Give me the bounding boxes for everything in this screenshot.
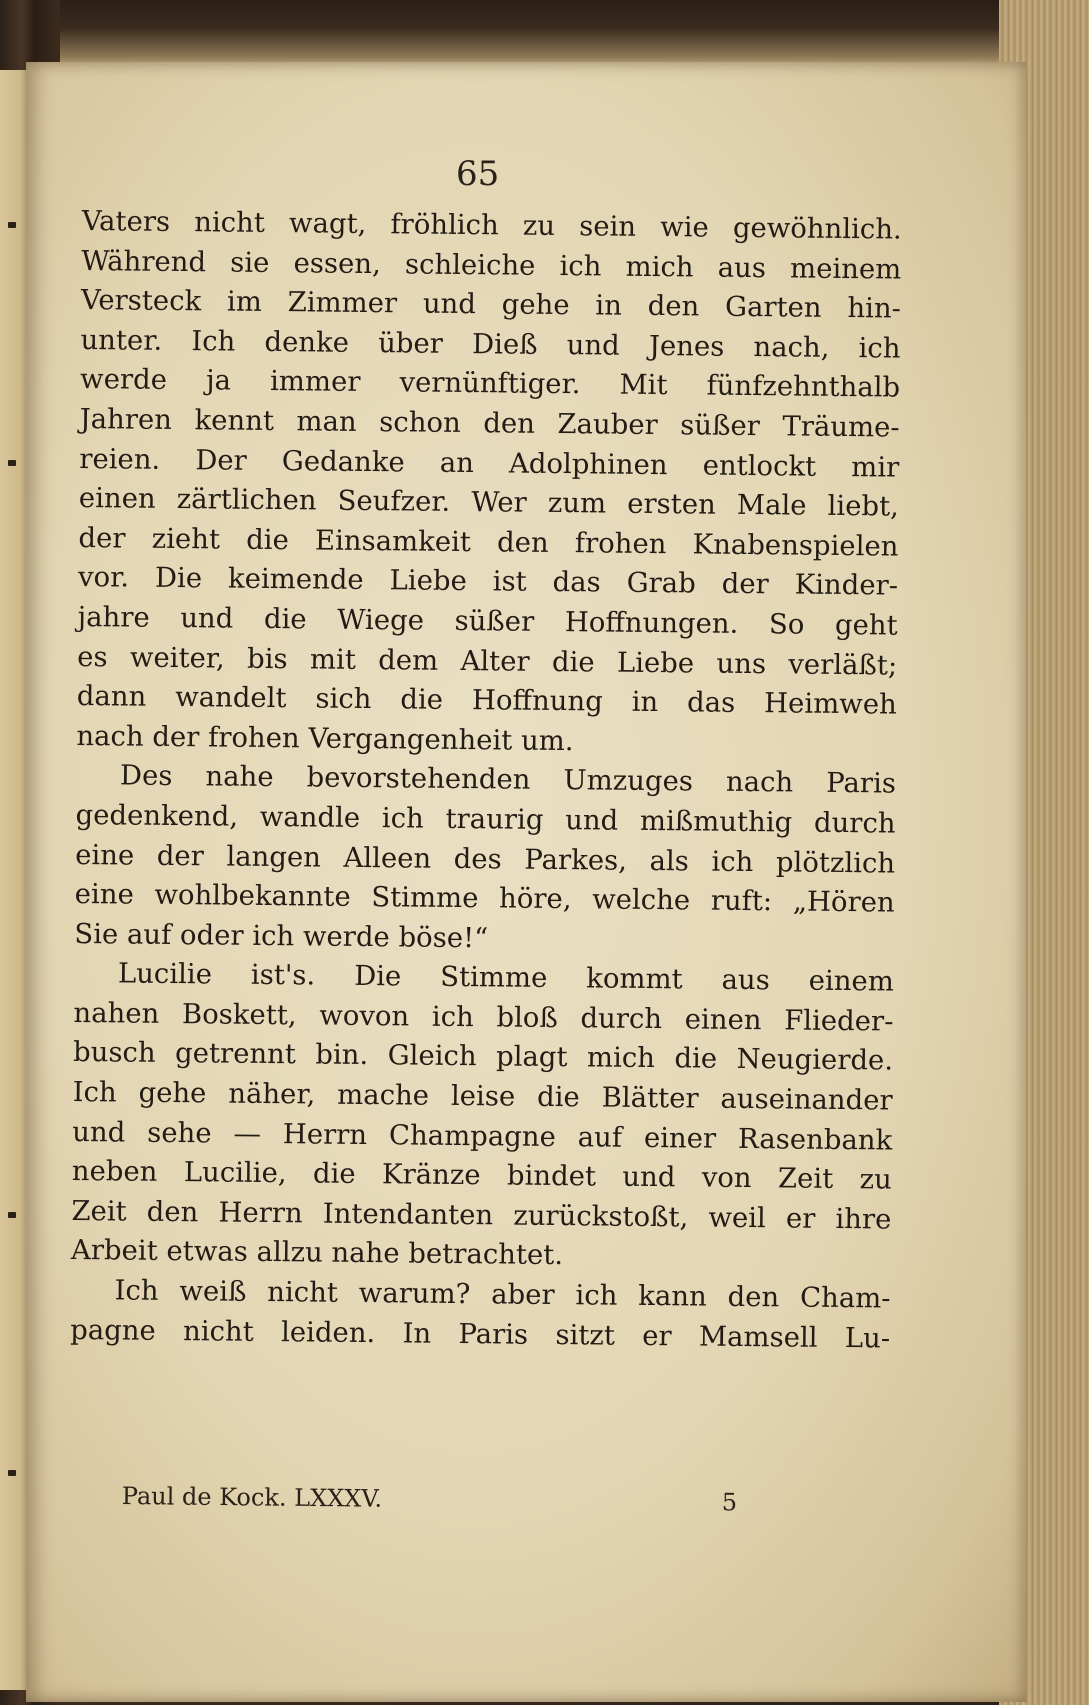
text-line: eine der langen Alleen des Parkes, als ich plötzlich: [74, 838, 896, 880]
text-line: Sie auf oder ich werde böse!“: [74, 917, 489, 954]
text-line: der zieht die Einsamkeit den frohen Knabenspielen: [78, 521, 899, 563]
page-footer: [122, 1482, 822, 1517]
text-line: eine wohlbekannte Stimme höre, welche ruft: „Hören: [74, 878, 895, 919]
text-line: busch getrennt bin. Gleich plagt mich die Neugierde.: [72, 1036, 894, 1078]
text-line: unter. Ich denke über Dieß und Jenes nach, ich: [80, 323, 901, 365]
text-line: gedenkend, wandle ich traurig und mißmuthig durch: [75, 798, 896, 840]
text-line: neben Lucilie, die Kränze bindet und von Zeit zu: [71, 1155, 892, 1196]
text-line: pagne nicht leiden. In Paris sitzt er Mamsell Lu-: [70, 1313, 891, 1355]
text-line: reien. Der Gedanke an Adolphinen entlockt mir: [79, 442, 900, 484]
text-line: Jahren kennt man schon den Zauber süßer Träume-: [79, 402, 900, 444]
text-line: jahre und die Wiege süßer Hoffnungen. So geht: [77, 600, 898, 642]
margin-mark: [8, 1470, 16, 1476]
page-body-text: [70, 202, 902, 1359]
text-line: dann wandelt sich die Hoffnung in das Heimweh: [76, 680, 897, 721]
text-line: Versteck im Zimmer und gehe in den Garten hin-: [80, 284, 902, 325]
text-line: nahen Boskett, wovon ich bloß durch einen Flieder-: [73, 996, 894, 1038]
footer-signature-mark: Paul de Kock. LXXXV.: [121, 1482, 383, 1513]
text-line: Lucilie ist's. Die Stimme kommt aus einem: [117, 957, 895, 998]
text-line: Des nahe bevorstehenden Umzuges nach Paris: [119, 759, 897, 800]
text-line: nach der frohen Vergangenheit um.: [76, 719, 574, 757]
text-line: Vaters nicht wagt, fröhlich zu sein wie gewöhnlich.: [81, 204, 902, 246]
text-line: Ich gehe näher, mache leise die Blätter auseinander: [72, 1076, 893, 1117]
text-line: Während sie essen, schleiche ich mich aus meinem: [81, 244, 902, 286]
page-number: 65: [456, 154, 500, 194]
text-line: Arbeit etwas allzu nahe betrachtet.: [70, 1234, 564, 1272]
book-page: [26, 62, 1026, 1702]
text-line: Ich weiß nicht warum? aber ich kann den Cham-: [114, 1274, 891, 1315]
text-line: werde ja immer vernünftiger. Mit fünfzehnthalb: [79, 363, 901, 404]
text-line: und sehe — Herrn Champagne auf einer Rasenbank: [72, 1115, 893, 1157]
text-line: Zeit den Herrn Intendanten zurückstoßt, weil er ihre: [71, 1194, 892, 1236]
footer-sheet-number: 5: [721, 1488, 738, 1517]
text-line: es weiter, bis mit dem Alter die Liebe uns verläßt;: [77, 640, 898, 682]
margin-mark: [8, 222, 16, 228]
margin-mark: [8, 1212, 16, 1218]
book-top-edge: [60, 0, 1089, 70]
margin-mark: [8, 460, 16, 466]
text-line: vor. Die keimende Liebe ist das Grab der Kinder-: [77, 561, 899, 602]
text-line: einen zärtlichen Seufzer. Wer zum ersten Male liebt,: [78, 482, 900, 523]
